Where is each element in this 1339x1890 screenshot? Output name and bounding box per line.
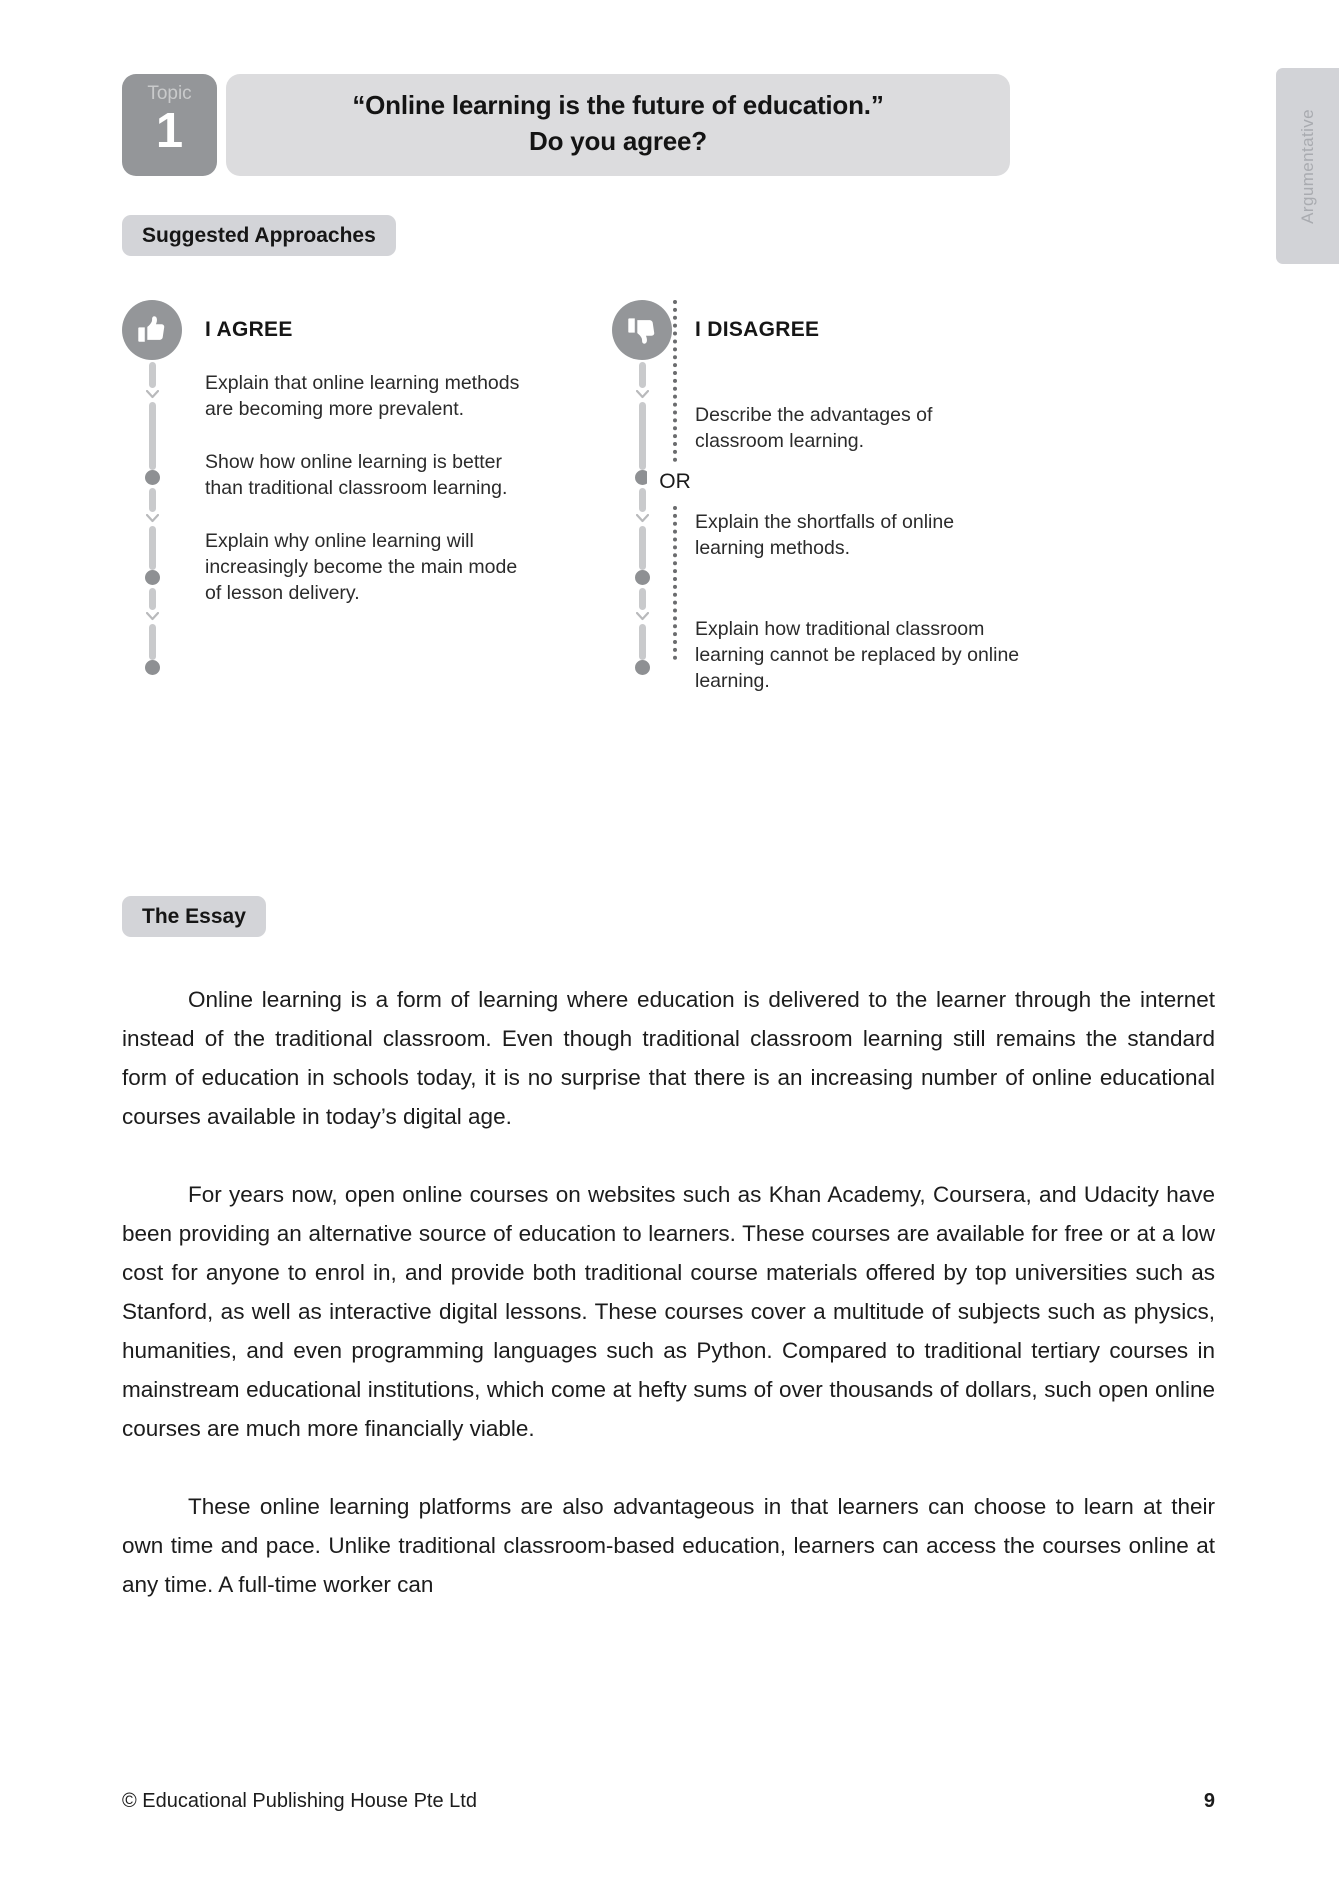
approach-disagree-header (612, 298, 1012, 362)
rail-segment (149, 402, 156, 470)
divider-dotted-line (673, 300, 677, 462)
chevron-down-icon (636, 514, 649, 523)
essay-paragraph: Online learning is a form of learning where education is delivered to the learner through the internet instead of the traditional classroom. Even though traditional classroom learning still remains the standard form of education in schools today, it is no surprise that there is an increasing number of online educational courses available in today’s digital age. (122, 987, 1215, 1129)
thumbs-up-icon (122, 300, 182, 360)
approach-point: Explain that online learning methods are becoming more prevalent. (205, 372, 520, 420)
page-footer (122, 1790, 1215, 1813)
or-label: OR (647, 468, 703, 496)
chevron-down-icon (636, 390, 649, 399)
rail-segment (149, 624, 156, 660)
rail-segment (639, 624, 646, 660)
or-divider (659, 300, 691, 660)
divider-dotted-line (673, 506, 677, 660)
footer-copyright: © Educational Publishing House Pte Ltd (122, 1790, 477, 1812)
rail-segment (149, 362, 156, 388)
topic-title-line-1: “Online learning is the future of education.” (352, 90, 884, 120)
thumbs-down-icon (612, 300, 672, 360)
rail-segment (639, 488, 646, 512)
rail-dot (635, 570, 650, 585)
approach-point: Describe the advantages of classroom learning. (695, 404, 933, 452)
approach-agree-heading: I AGREE (205, 318, 293, 341)
rail-dot (145, 470, 160, 485)
approach-disagree-connector (635, 362, 649, 674)
suggested-approaches-label: Suggested Approaches (122, 215, 396, 256)
the-essay-label: The Essay (122, 896, 266, 937)
rail-segment (149, 588, 156, 610)
rail-segment (639, 588, 646, 610)
approach-disagree-heading: I DISAGREE (695, 318, 820, 341)
section-tab-label: Argumentative (1297, 108, 1317, 224)
chevron-down-icon (146, 390, 159, 399)
approach-point: Explain how traditional classroom learning cannot be replaced by online learning. (695, 618, 1020, 692)
topic-badge-word: Topic (147, 83, 192, 104)
approach-agree-points (205, 370, 535, 606)
rail-dot (145, 570, 160, 585)
chevron-down-icon (146, 612, 159, 621)
footer-page-number: 9 (1203, 1790, 1215, 1812)
rail-segment (639, 526, 646, 570)
essay-paragraph: These online learning platforms are also advantageous in that learners can choose to learn at their own time and pace. Unlike traditional classroom-based education, learners can access the courses online at any time. A full-time worker can (122, 1494, 1215, 1597)
approach-agree-connector (145, 362, 159, 674)
rail-segment (149, 526, 156, 570)
rail-dot (145, 660, 160, 675)
topic-title-box (226, 74, 1010, 176)
topic-title-line-2: Do you agree? (529, 126, 707, 156)
approach-point: Explain why online learning will increasingly become the main mode of lesson delivery. (205, 530, 518, 604)
rail-segment (149, 488, 156, 512)
approach-column-disagree (612, 298, 1020, 692)
topic-badge-number: 1 (155, 104, 184, 158)
essay-body (122, 980, 1215, 1604)
chevron-down-icon (636, 612, 649, 621)
approach-column-agree (122, 298, 552, 604)
rail-segment (639, 402, 646, 470)
essay-paragraph: For years now, open online courses on websites such as Khan Academy, Coursera, and Udacity have been providing an alternative source of education to learners. These courses are available for free or at a low cost for anyone to enrol in, and provide both traditional course materials offered by top universities such as Stanford, as well as interactive digital lessons. These courses cover a multitude of subjects such as physics, humanities, and even programming languages such as Python. Compared to traditional tertiary courses in mainstream educational institutions, which come at hefty sums of over thousands of dollars, such open online courses are much more financially viable. (122, 1182, 1215, 1441)
topic-header (122, 74, 1010, 176)
topic-badge (122, 74, 217, 176)
approach-disagree-points (695, 402, 1025, 694)
approach-point: Show how online learning is better than traditional classroom learning. (205, 451, 508, 499)
approach-agree-header (122, 298, 552, 362)
chevron-down-icon (146, 514, 159, 523)
rail-dot (635, 660, 650, 675)
approach-point: Explain the shortfalls of online learning methods. (695, 511, 955, 559)
section-tab-argumentative[interactable] (1276, 68, 1339, 264)
rail-segment (639, 362, 646, 388)
